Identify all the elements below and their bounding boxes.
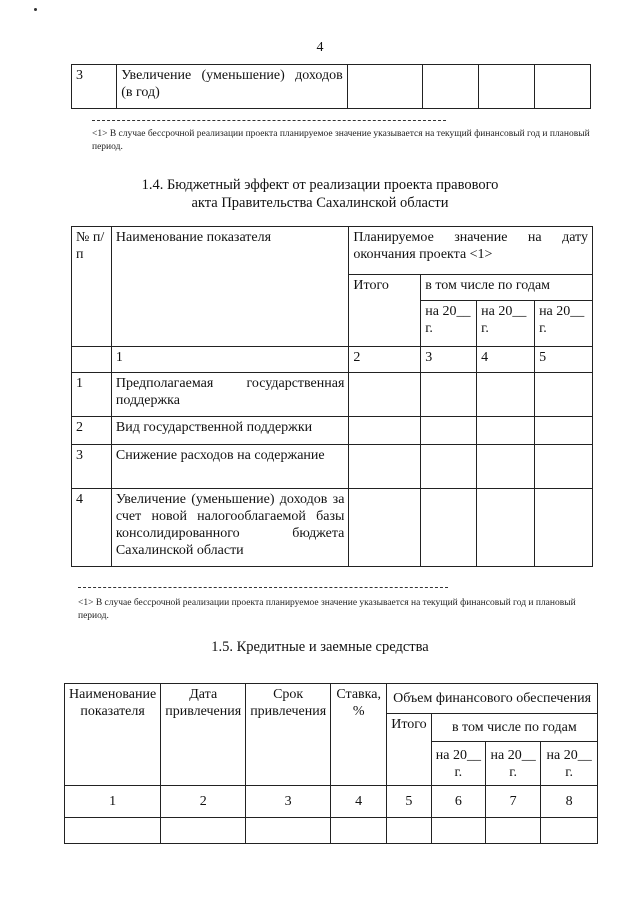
section-1-5-title: 1.5. Кредитные и заемные средства	[211, 639, 429, 655]
section-1-4-title: 1.4. Бюджетный эффект от реализации проекта правового акта Правительства Сахалинской области	[141, 177, 499, 211]
col-number: 4	[331, 786, 387, 818]
table-row	[65, 818, 598, 844]
footnote: <1> В случае бессрочной реализации проекта планируемое значение указывается на текущий финансовый год и плановый период.	[78, 598, 576, 621]
table-row: 1 Предполагаемая государственная поддержка	[72, 373, 593, 417]
table-row: 2 Вид государственной поддержки	[72, 417, 593, 445]
header-year-1: на 20__ г.	[431, 742, 485, 786]
header-volume: Объем финансового обеспечения	[387, 684, 598, 714]
col-number: 2	[161, 786, 246, 818]
header-by-years: в том числе по годам	[421, 275, 593, 301]
header-year-1: на 20__ г.	[421, 301, 477, 347]
header-year-3: на 20__ г.	[535, 301, 593, 347]
col-number: 2	[349, 347, 421, 373]
budget-effect-table	[71, 226, 593, 567]
table-row: 3 Снижение расходов на содержание	[72, 445, 593, 489]
continuation-table	[71, 64, 591, 109]
col-number: 8	[541, 786, 598, 818]
col-number: 1	[65, 786, 161, 818]
header-rate: Ставка, %	[331, 684, 387, 786]
footnote: <1> В случае бессрочной реализации проекта планируемое значение указывается на текущий финансовый год и плановый период.	[92, 129, 590, 152]
footnote-separator	[78, 587, 448, 588]
header-name: Наименование показателя	[111, 227, 349, 347]
header-total: Итого	[387, 714, 431, 786]
col-number: 7	[486, 786, 541, 818]
header-planned: Планируемое значение на дату окончания проекта <1>	[349, 227, 593, 275]
col-number: 5	[535, 347, 593, 373]
scan-speck	[34, 8, 37, 11]
col-number: 4	[477, 347, 535, 373]
header-year-2: на 20__ г.	[486, 742, 541, 786]
col-number: 3	[421, 347, 477, 373]
col-number: 5	[387, 786, 431, 818]
header-year-3: на 20__ г.	[541, 742, 598, 786]
header-year-2: на 20__ г.	[477, 301, 535, 347]
col-number: 1	[111, 347, 349, 373]
header-name: Наименование показателя	[65, 684, 161, 786]
row-number: 3	[72, 65, 117, 109]
table-row: 4 Увеличение (уменьшение) доходов за счет новой налогооблагаемой базы консолидированного бюджета Сахалинской области	[72, 489, 593, 567]
header-num: № п/п	[72, 227, 112, 347]
footnote-separator	[92, 120, 446, 121]
header-date: Дата привлечения	[161, 684, 246, 786]
header-by-years: в том числе по годам	[431, 714, 597, 742]
indicator-name: Увеличение (уменьшение) доходов (в год)	[117, 65, 348, 109]
col-number: 3	[246, 786, 331, 818]
col-number: 6	[431, 786, 485, 818]
header-total: Итого	[349, 275, 421, 347]
header-term: Срок привлечения	[246, 684, 331, 786]
credit-funds-table	[64, 683, 598, 844]
page-number: 4	[316, 40, 324, 55]
